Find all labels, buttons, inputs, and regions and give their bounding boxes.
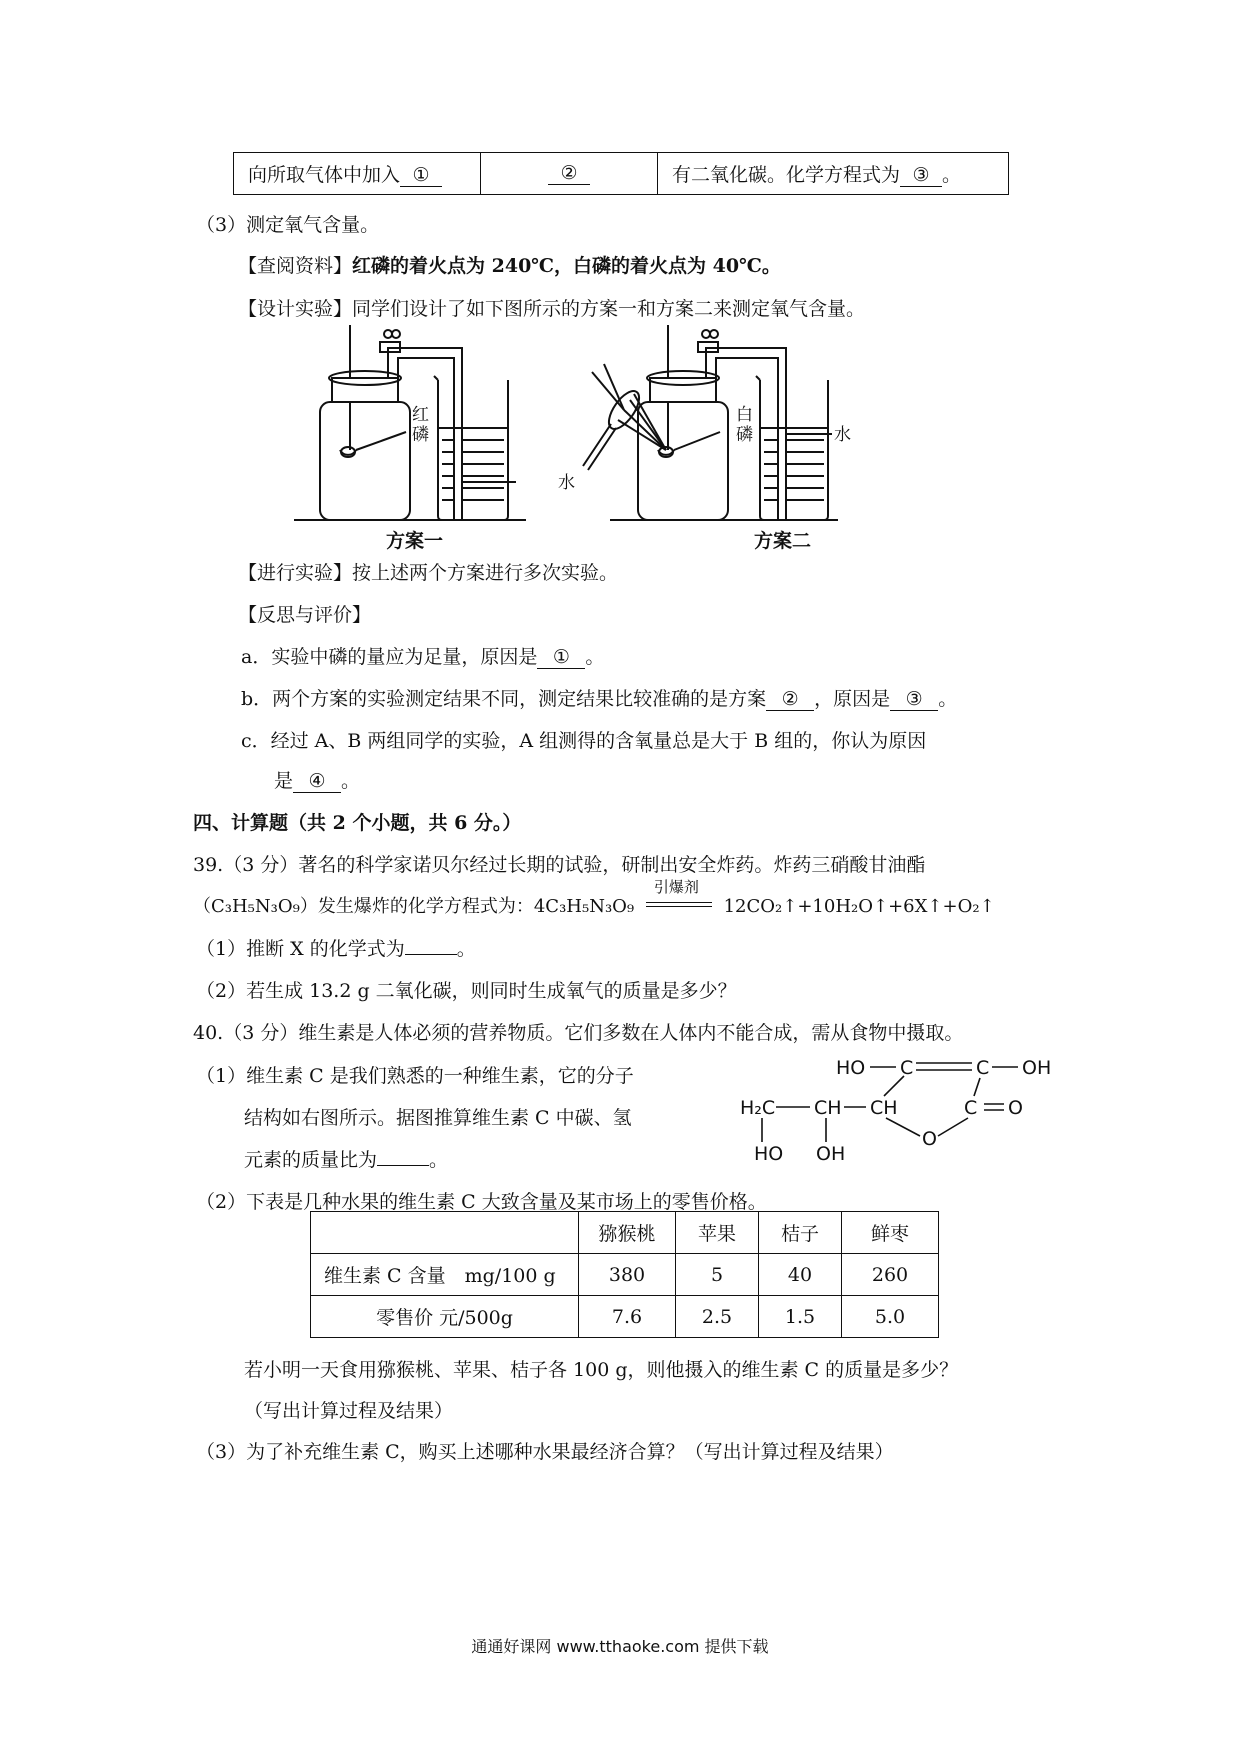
atom-o-double: O <box>1008 1097 1023 1119</box>
atom-h2c: H₂C <box>740 1097 776 1119</box>
q39-equation <box>193 878 995 918</box>
table-row <box>311 1254 939 1296</box>
table-cell: 5.0 <box>842 1296 939 1338</box>
conduct-line: 【进行实验】按上述两个方案进行多次实验。 <box>238 562 619 584</box>
a-text: a．实验中磷的量应为足量，原因是 <box>241 646 538 668</box>
caption-scheme-one: 方案一 <box>386 530 444 552</box>
label-red-phosphorus-1: 红 <box>412 405 429 425</box>
q40-sub3: （3）为了补充维生素 C，购买上述哪种水果最经济合算？（写出计算过程及结果） <box>196 1441 894 1463</box>
label-red-phosphorus-2: 磷 <box>412 425 429 445</box>
period: 。 <box>938 688 958 710</box>
header-cell-kiwi: 猕猴桃 <box>579 1212 676 1254</box>
q40-sub1-l1: （1）维生素 C 是我们熟悉的一种维生素，它的分子 <box>196 1065 634 1087</box>
table-cell-conclusion <box>658 153 1009 195</box>
period: 。 <box>341 770 361 792</box>
table-cell-action <box>234 153 481 195</box>
q40-sub1-l2: 结构如右图所示。据图推算维生素 C 中碳、氢 <box>244 1107 632 1129</box>
vitamin-c-table <box>310 1211 939 1338</box>
cell-text: 向所取气体中加入 <box>248 164 401 186</box>
design-line: 【设计实验】同学们设计了如下图所示的方案一和方案二来测定氧气含量。 <box>238 298 866 320</box>
q40-sub2: （2）下表是几种水果的维生素 C 大致含量及某市场上的零售价格。 <box>196 1191 767 1213</box>
info-label: 【查阅资料】 <box>238 255 353 277</box>
apparatus-figure <box>290 320 930 552</box>
row-label: 维生素 C 含量 mg/100 g <box>311 1254 579 1296</box>
blank-a1: ① <box>537 648 585 669</box>
reflect-b <box>241 684 957 711</box>
reflect-a <box>241 642 604 669</box>
vitamin-c-structure <box>738 1050 1052 1174</box>
water-label-1: 水 <box>558 473 575 493</box>
table-cell: 40 <box>759 1254 842 1296</box>
table-cell: 5 <box>676 1254 759 1296</box>
table-row <box>311 1296 939 1338</box>
table-cell: 2.5 <box>676 1296 759 1338</box>
label-white-phosphorus-2: 磷 <box>736 425 753 445</box>
b-text-2: ，原因是 <box>814 688 891 710</box>
row-label: 零售价 元/500g <box>311 1296 579 1338</box>
period: 。 <box>942 164 962 186</box>
blank-2: ② <box>548 164 590 185</box>
blank-3: ③ <box>900 166 942 187</box>
period: 。 <box>585 646 605 668</box>
info-line <box>238 251 781 278</box>
blank-c4: ④ <box>293 772 341 793</box>
table-cell: 1.5 <box>759 1296 842 1338</box>
q39-sub2: （2）若生成 13.2 g 二氧化碳，则同时生成氧气的质量是多少？ <box>196 980 737 1002</box>
q39-stem: 39.（3 分）著名的科学家诺贝尔经过长期的试验，研制出安全炸药。炸药三硝酸甘油酯 <box>193 854 926 876</box>
water-label-2: 水 <box>834 425 851 445</box>
equation-left: （C₃H₅N₃O₉）发生爆炸的化学方程式为：4C₃H₅N₃O₉ <box>193 896 635 917</box>
atom-c3: C <box>964 1097 978 1119</box>
scheme-one-apparatus <box>294 325 526 520</box>
reaction-condition: 引爆剂 <box>653 878 699 896</box>
atom-ch1: CH <box>814 1097 842 1119</box>
label-white-phosphorus-1: 白 <box>736 405 753 425</box>
q3-title: （3）测定氧气含量。 <box>196 214 380 236</box>
info-text: 红磷的着火点为 240℃，白磷的着火点为 40℃。 <box>352 255 781 277</box>
q40-sub1-l3: 元素的质量比为 。 <box>244 1149 449 1171</box>
caption-scheme-two: 方案二 <box>754 530 812 552</box>
q39-sub1: （1）推断 X 的化学式为 。 <box>196 938 476 960</box>
b-text: b．两个方案的实验测定结果不同，测定结果比较准确的是方案 <box>241 688 767 710</box>
q40-question: 若小明一天食用猕猴桃、苹果、桔子各 100 g，则他摄入的维生素 C 的质量是多少？ <box>244 1359 959 1381</box>
atom-oh-right: OH <box>1022 1057 1052 1079</box>
atom-oh-bottom: OH <box>816 1143 846 1165</box>
atom-ho-bottom: HO <box>754 1143 784 1165</box>
cell-text: 有二氧化碳。化学方程式为 <box>672 164 901 186</box>
result-table <box>233 152 1009 195</box>
scheme-two-apparatus <box>583 325 838 520</box>
q40-stem: 40.（3 分）维生素是人体必须的营养物质。它们多数在人体内不能合成，需从食物中摄取。 <box>193 1022 964 1044</box>
table-row-header <box>311 1212 939 1254</box>
double-line <box>646 902 712 907</box>
header-cell-empty <box>311 1212 579 1254</box>
section-heading: 四、计算题（共 2 个小题，共 6 分。） <box>193 812 522 834</box>
equation-right: 12CO₂↑+10H₂O↑+6X↑+O₂↑ <box>723 896 995 917</box>
reaction-arrow <box>646 878 712 916</box>
table-cell: 7.6 <box>579 1296 676 1338</box>
blank-1: ① <box>400 166 442 187</box>
blank-x-formula <box>405 954 457 955</box>
reflect-c: c．经过 A、B 两组同学的实验，A 组测得的含氧量总是大于 B 组的，你认为原因 <box>241 730 927 752</box>
blank-b3: ③ <box>890 690 938 711</box>
header-cell-jujube: 鲜枣 <box>842 1212 939 1254</box>
sub1-text: （1）推断 X 的化学式为 <box>196 938 405 960</box>
table-cell: 380 <box>579 1254 676 1296</box>
sub1-text: 元素的质量比为 <box>244 1149 378 1171</box>
atom-c2: C <box>976 1057 990 1079</box>
header-cell-apple: 苹果 <box>676 1212 759 1254</box>
header-cell-orange: 桔子 <box>759 1212 842 1254</box>
atom-ch2: CH <box>870 1097 898 1119</box>
atom-c1: C <box>900 1057 914 1079</box>
page-footer: 通通好课网 www.tthaoke.com 提供下载 <box>471 1637 769 1656</box>
atom-ho-left: HO <box>836 1057 866 1079</box>
table-cell-phenomenon <box>481 153 658 195</box>
reflect-c-2 <box>274 766 360 793</box>
blank-mass-ratio <box>377 1165 429 1166</box>
table-cell: 260 <box>842 1254 939 1296</box>
q40-question-note: （写出计算过程及结果） <box>244 1400 454 1422</box>
atom-o-ring: O <box>922 1128 937 1150</box>
c-text-2: 是 <box>274 770 294 792</box>
reflect-heading: 【反思与评价】 <box>238 604 372 626</box>
blank-b2: ② <box>766 690 814 711</box>
